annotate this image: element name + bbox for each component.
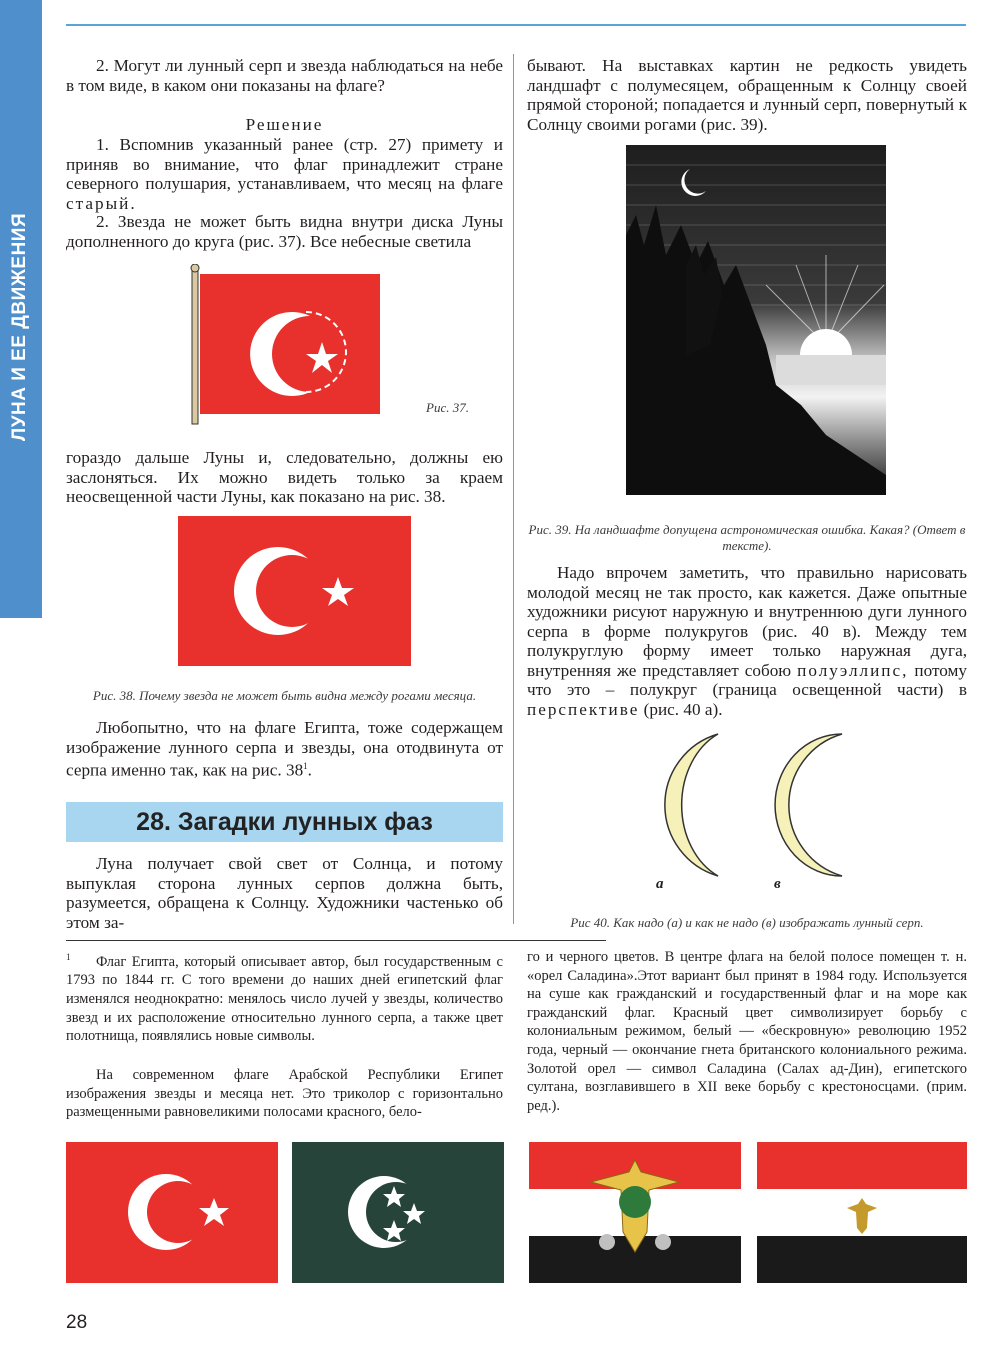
flag-egypt-1793 [292, 1142, 504, 1283]
sidebar-section-title: ЛУНА И ЕЕ ДВИЖЕНИЯ [9, 212, 30, 442]
right-paragraph-2: Надо впрочем заметить, что правильно нарисовать молодой месяц не так просто, как кажется. Даже опытные художники рисуют наружную и внутреннюю дуги лунного серпа в форме полукругов (рис. 40 в). Между тем полукруглую форму имеет только наружная дуга, внутренняя же представляет собою полуэллипс, потому что это – полукруг (граница освещенной части) в перспективе (рис. 40 а). [527, 563, 968, 719]
footnote-rule [66, 940, 606, 941]
flag-egypt-modern [757, 1142, 967, 1283]
footnote-ref: 1 [303, 761, 308, 771]
paragraph-continued: гораздо дальше Луны и, следовательно, должны ею заслоняться. Их можно видеть только за краем неосвещенной части Луны, как показано на рис. 38. [66, 448, 503, 506]
figure-40-label-b: в [774, 876, 781, 892]
page-number: 28 [66, 1312, 88, 1333]
section-heading-box [66, 802, 503, 842]
solution-title: Решение [245, 115, 324, 134]
column-divider [513, 54, 514, 924]
figure-40-label-a: а [656, 876, 664, 892]
top-rule [66, 24, 966, 26]
egypt-paragraph: Любопытно, что на флаге Египта, тоже содержащем изображение лунного серпа и звезды, она отодвинута от серпа именно так, как на рис. $38^1$. [66, 718, 503, 780]
footnote-column-2: го и черного цветов. В центре флага на белой полосе помещен т. н. «орел Саладина».Этот вариант был принят в 1984 году. Используется на суше как гражданский и государственный флаг и на море как гражданский флаг. Красный цвет символизирует борьбу с колониальным режимом, белый — «бескровную» революцию 1952 года, черный — окончание гнета британского колониального режима. Золотой орел — символ Саладина (Салах ад-Дин), египетского султана, возглавившего в XII веке борьбу с крестоносцами. (прим. ред.). [527, 949, 967, 1114]
section-heading: 28. Загадки лунных фаз [136, 808, 433, 836]
right-paragraph-1: бывают. На выставках картин не редкость увидеть ландшафт с полумесяцем, обращенным к Солнцу своей прямой стороной; попадается и лунный серп, повернутый к Солнцу своими рогами (рис. 39). [527, 56, 967, 134]
flag-turkey [66, 1142, 278, 1283]
solution-step-2: 2. Звезда не может быть видна внутри диска Луны дополненного до круга (рис. 37). Все небесные светила [66, 212, 503, 251]
footnote-paragraph-1: $^1$ Флаг Египта, который описывает автор, был государственным с 1793 по 1844 гг. С того времени до наших дней египетский флаг изменялся неоднократно: менялось число лучей у звезды, количество звезд и их расположение относительно лунного серпа, а также цвет полотнища, появлялись новые символы. [66, 952, 503, 1045]
figure-37-flag [188, 264, 384, 426]
section-paragraph: Луна получает свой свет от Солнца, и потому выпуклая сторона лунных серпов должна быть, разумеется, обращена к Солнцу. Художники частенько об этом за- [66, 854, 503, 932]
footnote-paragraph-2: На современном флаге Арабской Республики Египет изображения звезды и месяца нет. Это триколор с горизонтально размещенными равновеликими полосами красного, бело- [66, 1067, 503, 1121]
question-2: 2. Могут ли лунный серп и звезда наблюдаться на небе в том виде, в каком они показаны на флаге? [66, 56, 503, 95]
figure-39-landscape [626, 145, 886, 495]
figure-40-crescents [630, 730, 860, 892]
figure-39-caption: Рис. 39. На ландшафте допущена астрономическая ошибка. Какая? (Ответ в тексте). [528, 522, 966, 553]
figure-40-caption: Рис 40. Как надо (а) и как не надо (в) изображать лунный серп. [570, 915, 924, 930]
solution-step-1: 1. Вспомнив указанный ранее (стр. 27) примету и приняв во внимание, что флаг принадлежит стране северного полушария, устанавливаем, что месяц на флаге старый. [66, 135, 503, 213]
flag-egypt-1952 [529, 1142, 741, 1283]
figure-38-flag [178, 516, 411, 666]
figure-37-caption: Рис. 37. [426, 400, 469, 415]
figure-38-caption: Рис. 38. Почему звезда не может быть видна между рогами месяца. [92, 688, 477, 703]
